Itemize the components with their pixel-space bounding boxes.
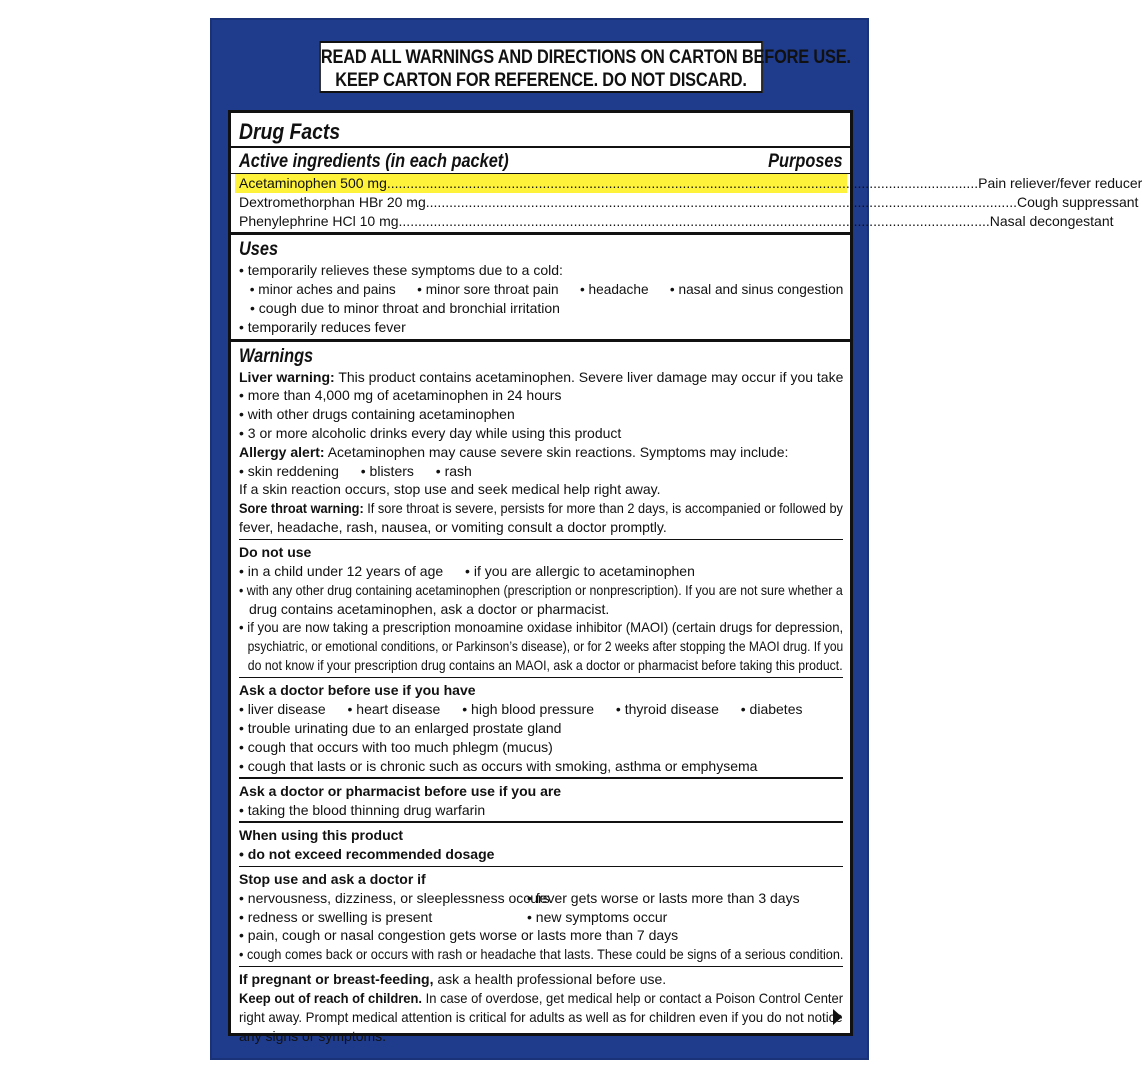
- ingredient-row: [239, 193, 1139, 212]
- keep-out-text-3: any signs or symptoms.: [239, 1027, 387, 1044]
- ingredient-row: [235, 174, 1142, 193]
- divider: [231, 146, 851, 148]
- ask-doctor-item: • cough that occurs with too much phlegm (mucus): [239, 738, 553, 755]
- do-not-use-item: • in a child under 12 years of age: [239, 563, 444, 580]
- warnings-title: Warnings: [239, 345, 314, 367]
- keep-out-label: Keep out of reach of children.: [239, 990, 423, 1007]
- section-divider: [231, 339, 851, 342]
- banner-line-1: READ ALL WARNINGS AND DIRECTIONS ON CARTON BEFORE USE.: [320, 47, 851, 68]
- stop-use-item: • pain, cough or nasal congestion gets worse or lasts more than 7 days: [239, 927, 679, 944]
- do-not-use-item: • with any other drug containing acetaminophen (prescription or nonprescription). If you are not sure whether a: [239, 581, 843, 598]
- ask-doctor-title: Ask a doctor before use if you have: [239, 682, 476, 699]
- allergy-symptoms-row: [239, 462, 843, 481]
- ask-doctor-item: • heart disease: [347, 701, 441, 718]
- ask-doctor-item: • thyroid disease: [615, 701, 719, 718]
- uses-title: Uses: [239, 239, 279, 261]
- liver-warning-label: Liver warning:: [239, 368, 335, 385]
- ingredient-row: [239, 212, 1114, 231]
- uses-line: • cough due to minor throat and bronchial irritation: [250, 299, 560, 316]
- allergy-item: • rash: [435, 462, 472, 479]
- do-not-use-item: • if you are now taking a prescription monoamine oxidase inhibitor (MAOI) (certain drugs for depression,: [239, 619, 844, 636]
- uses-line: • temporarily reduces fever: [239, 318, 406, 335]
- ingredient-purpose: Cough suppressant: [1017, 193, 1139, 210]
- divider: [239, 966, 843, 968]
- ask-doctor-item: • diabetes: [740, 701, 803, 718]
- sore-throat-text-2: fever, headache, rash, nausea, or vomiting consult a doctor promptly.: [239, 518, 667, 535]
- purposes-heading: Purposes: [768, 150, 843, 172]
- divider: [239, 821, 843, 823]
- warning-bullet: • with other drugs containing acetaminophen: [239, 406, 515, 423]
- stop-use-item: • cough comes back or occurs with rash or headache that lasts. These could be signs of a serious condition.: [239, 946, 844, 963]
- dot-leader: ........................................................................................................................................................: [398, 212, 990, 229]
- allergy-alert: [239, 443, 843, 462]
- liver-warning: [239, 368, 843, 387]
- ask-doctor-item: • liver disease: [239, 701, 326, 718]
- divider: [239, 866, 843, 868]
- ask-pharmacist-item: • taking the blood thinning drug warfarin: [239, 801, 486, 818]
- when-using-item: • do not exceed recommended dosage: [239, 845, 495, 862]
- ask-pharmacist-title: Ask a doctor or pharmacist before use if you are: [239, 782, 562, 799]
- allergy-after: If a skin reaction occurs, stop use and seek medical help right away.: [239, 481, 661, 498]
- stop-use-item: • fever gets worse or lasts more than 3 days: [527, 889, 800, 906]
- stop-use-item: • new symptoms occur: [527, 908, 668, 925]
- arrow-right-icon: [833, 1009, 842, 1025]
- allergy-alert-text: Acetaminophen may cause severe skin reactions. Symptoms may include:: [324, 443, 789, 460]
- ingredient-purpose: Nasal decongestant: [989, 212, 1114, 229]
- allergy-item: • skin reddening: [239, 462, 339, 479]
- stop-use-row: [239, 908, 843, 927]
- warning-bullet: • 3 or more alcoholic drinks every day while using this product: [239, 424, 622, 441]
- pregnancy-text: ask a health professional before use.: [433, 971, 667, 988]
- carton-warning-banner: [319, 41, 851, 93]
- sore-throat-text: If sore throat is severe, persists for more than 2 days, is accompanied or followed by: [363, 500, 843, 517]
- warning-bullet: • more than 4,000 mg of acetaminophen in 24 hours: [239, 387, 562, 404]
- sore-throat-warning: [239, 499, 843, 518]
- uses-item: • minor aches and pains: [249, 281, 396, 298]
- stop-use-item: • redness or swelling is present: [239, 908, 433, 925]
- uses-item: • nasal and sinus congestion: [669, 281, 844, 298]
- drug-facts-title: Drug Facts: [239, 119, 341, 144]
- ingredient-name: Phenylephrine HCl 10 mg: [239, 212, 399, 229]
- keep-out-warning: [239, 989, 843, 1008]
- do-not-use-item: • if you are allergic to acetaminophen: [465, 563, 695, 580]
- do-not-use-title: Do not use: [239, 544, 312, 561]
- allergy-item: • blisters: [360, 462, 414, 479]
- uses-item: • minor sore throat pain: [417, 281, 559, 298]
- ingredient-name: Dextromethorphan HBr 20 mg: [239, 193, 426, 210]
- ingredient-name: Acetaminophen 500 mg: [239, 175, 387, 191]
- stop-use-row: [239, 889, 843, 908]
- do-not-use-item-cont: drug contains acetaminophen, ask a doctor or pharmacist.: [249, 600, 610, 617]
- ask-doctor-item: • cough that lasts or is chronic such as occurs with smoking, asthma or emphysema: [239, 757, 758, 774]
- divider: [239, 777, 843, 779]
- do-not-use-item-cont: psychiatric, or emotional conditions, or Parkinson’s disease), or for 2 weeks after stopping the MAOI drug. If you: [247, 638, 844, 655]
- pregnancy-warning: [239, 970, 843, 989]
- banner-line-2: KEEP CARTON FOR REFERENCE. DO NOT DISCARD.: [335, 70, 747, 91]
- allergy-alert-label: Allergy alert:: [239, 443, 325, 460]
- section-divider: [231, 232, 851, 235]
- uses-item: • headache: [579, 281, 649, 298]
- stop-use-item: • nervousness, dizziness, or sleeplessness occurs: [239, 889, 550, 906]
- dot-leader: ........................................................................................................................................................: [386, 175, 979, 191]
- uses-line: • temporarily relieves these symptoms due to a cold:: [239, 262, 563, 279]
- pregnancy-label: If pregnant or breast-feeding,: [239, 971, 434, 988]
- stop-use-title: Stop use and ask a doctor if: [239, 871, 426, 887]
- ask-doctor-row: [239, 700, 843, 719]
- dot-leader: ........................................................................................................................................................: [425, 193, 1017, 210]
- do-not-use-item-cont: do not know if your prescription drug contains an MAOI, ask a doctor or pharmacist before taking this product.: [247, 657, 843, 674]
- ask-doctor-item: • trouble urinating due to an enlarged prostate gland: [239, 719, 562, 736]
- ingredient-purpose: Pain reliever/fever reducer: [978, 175, 1142, 191]
- ask-doctor-item: • high blood pressure: [462, 701, 595, 718]
- divider: [239, 677, 843, 679]
- liver-warning-text: This product contains acetaminophen. Severe liver damage may occur if you take: [334, 368, 844, 385]
- active-ingredients-heading: Active ingredients (in each packet): [239, 150, 509, 172]
- divider: [239, 539, 843, 541]
- do-not-use-row: [239, 562, 843, 581]
- sore-throat-label: Sore throat warning:: [239, 500, 364, 517]
- uses-symptoms-row: [239, 280, 854, 299]
- drug-facts-content: [239, 119, 1142, 1046]
- when-using-title: When using this product: [239, 826, 404, 843]
- keep-out-text-2: right away. Prompt medical attention is critical for adults as well as for children even if you do not notice: [239, 1009, 843, 1026]
- keep-out-text: In case of overdose, get medical help or contact a Poison Control Center: [422, 990, 844, 1007]
- drug-facts-panel: [228, 110, 1142, 1044]
